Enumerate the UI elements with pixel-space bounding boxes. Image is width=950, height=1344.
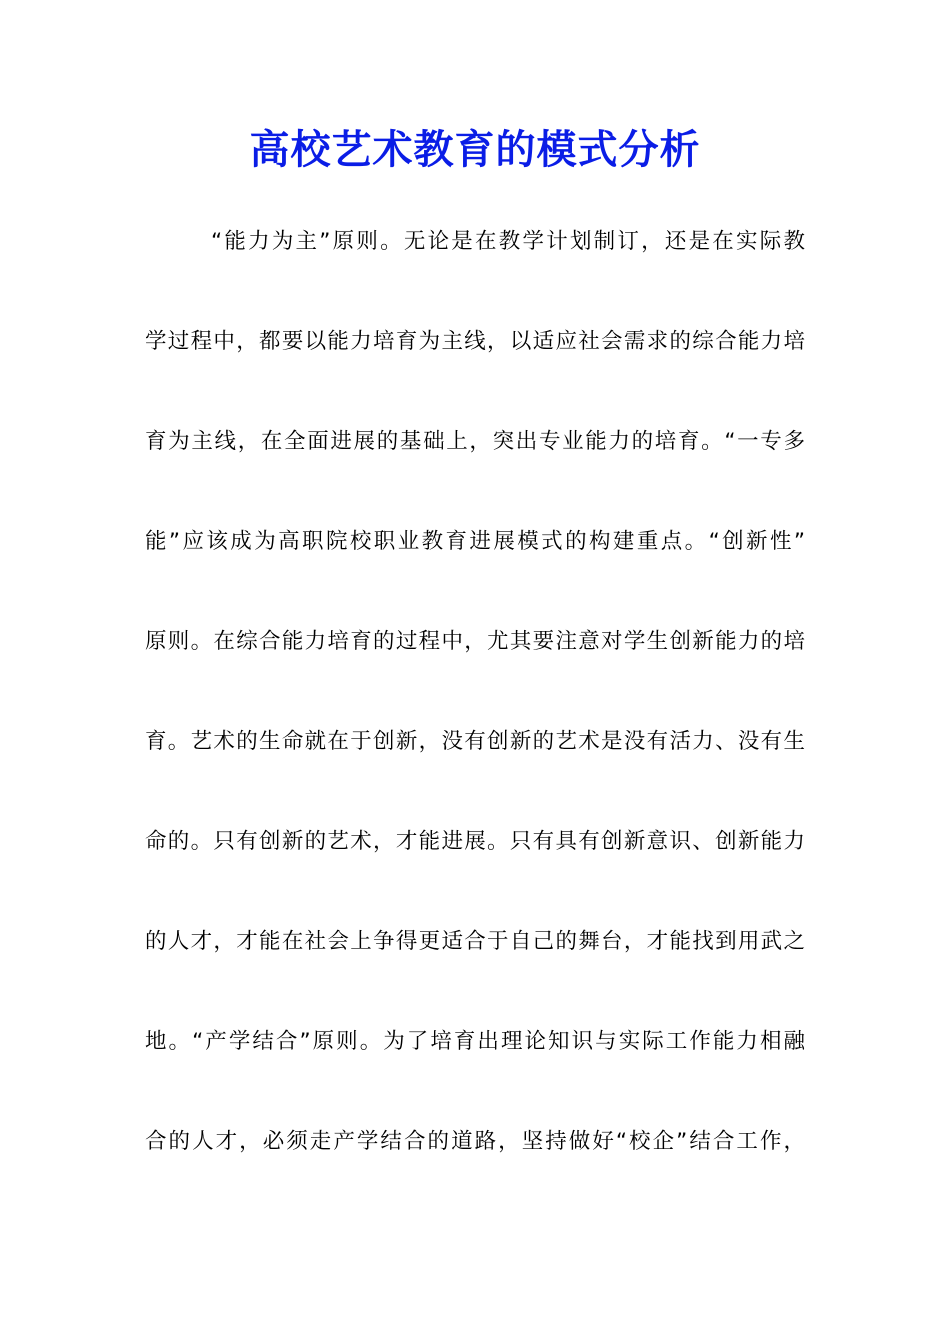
- text-line: 的人才，才能在社会上争得更适合于自己的舞台，才能找到用武之: [145, 929, 805, 954]
- text-line: 育为主线，在全面进展的基础上，突出专业能力的培育。“一专多: [145, 429, 805, 454]
- text-line: 地。“产学结合”原则。为了培育出理论知识与实际工作能力相融: [145, 1029, 805, 1054]
- text-line: 能”应该成为高职院校职业教育进展模式的构建重点。“创新性”: [145, 529, 805, 554]
- document-title: 高校艺术教育的模式分析: [249, 126, 701, 173]
- text-line: 学过程中，都要以能力培育为主线，以适应社会需求的综合能力培: [145, 329, 805, 354]
- text-line: “能力为主”原则。无论是在教学计划制订，还是在实际教: [211, 229, 805, 254]
- text-line: 合的人才，必须走产学结合的道路，坚持做好“校企”结合工作，: [145, 1129, 805, 1154]
- text-line: 育。艺术的生命就在于创新，没有创新的艺术是没有活力、没有生: [145, 729, 805, 754]
- text-line: 命的。只有创新的艺术，才能进展。只有具有创新意识、创新能力: [145, 829, 805, 854]
- text-line: 原则。在综合能力培育的过程中，尤其要注意对学生创新能力的培: [145, 629, 805, 654]
